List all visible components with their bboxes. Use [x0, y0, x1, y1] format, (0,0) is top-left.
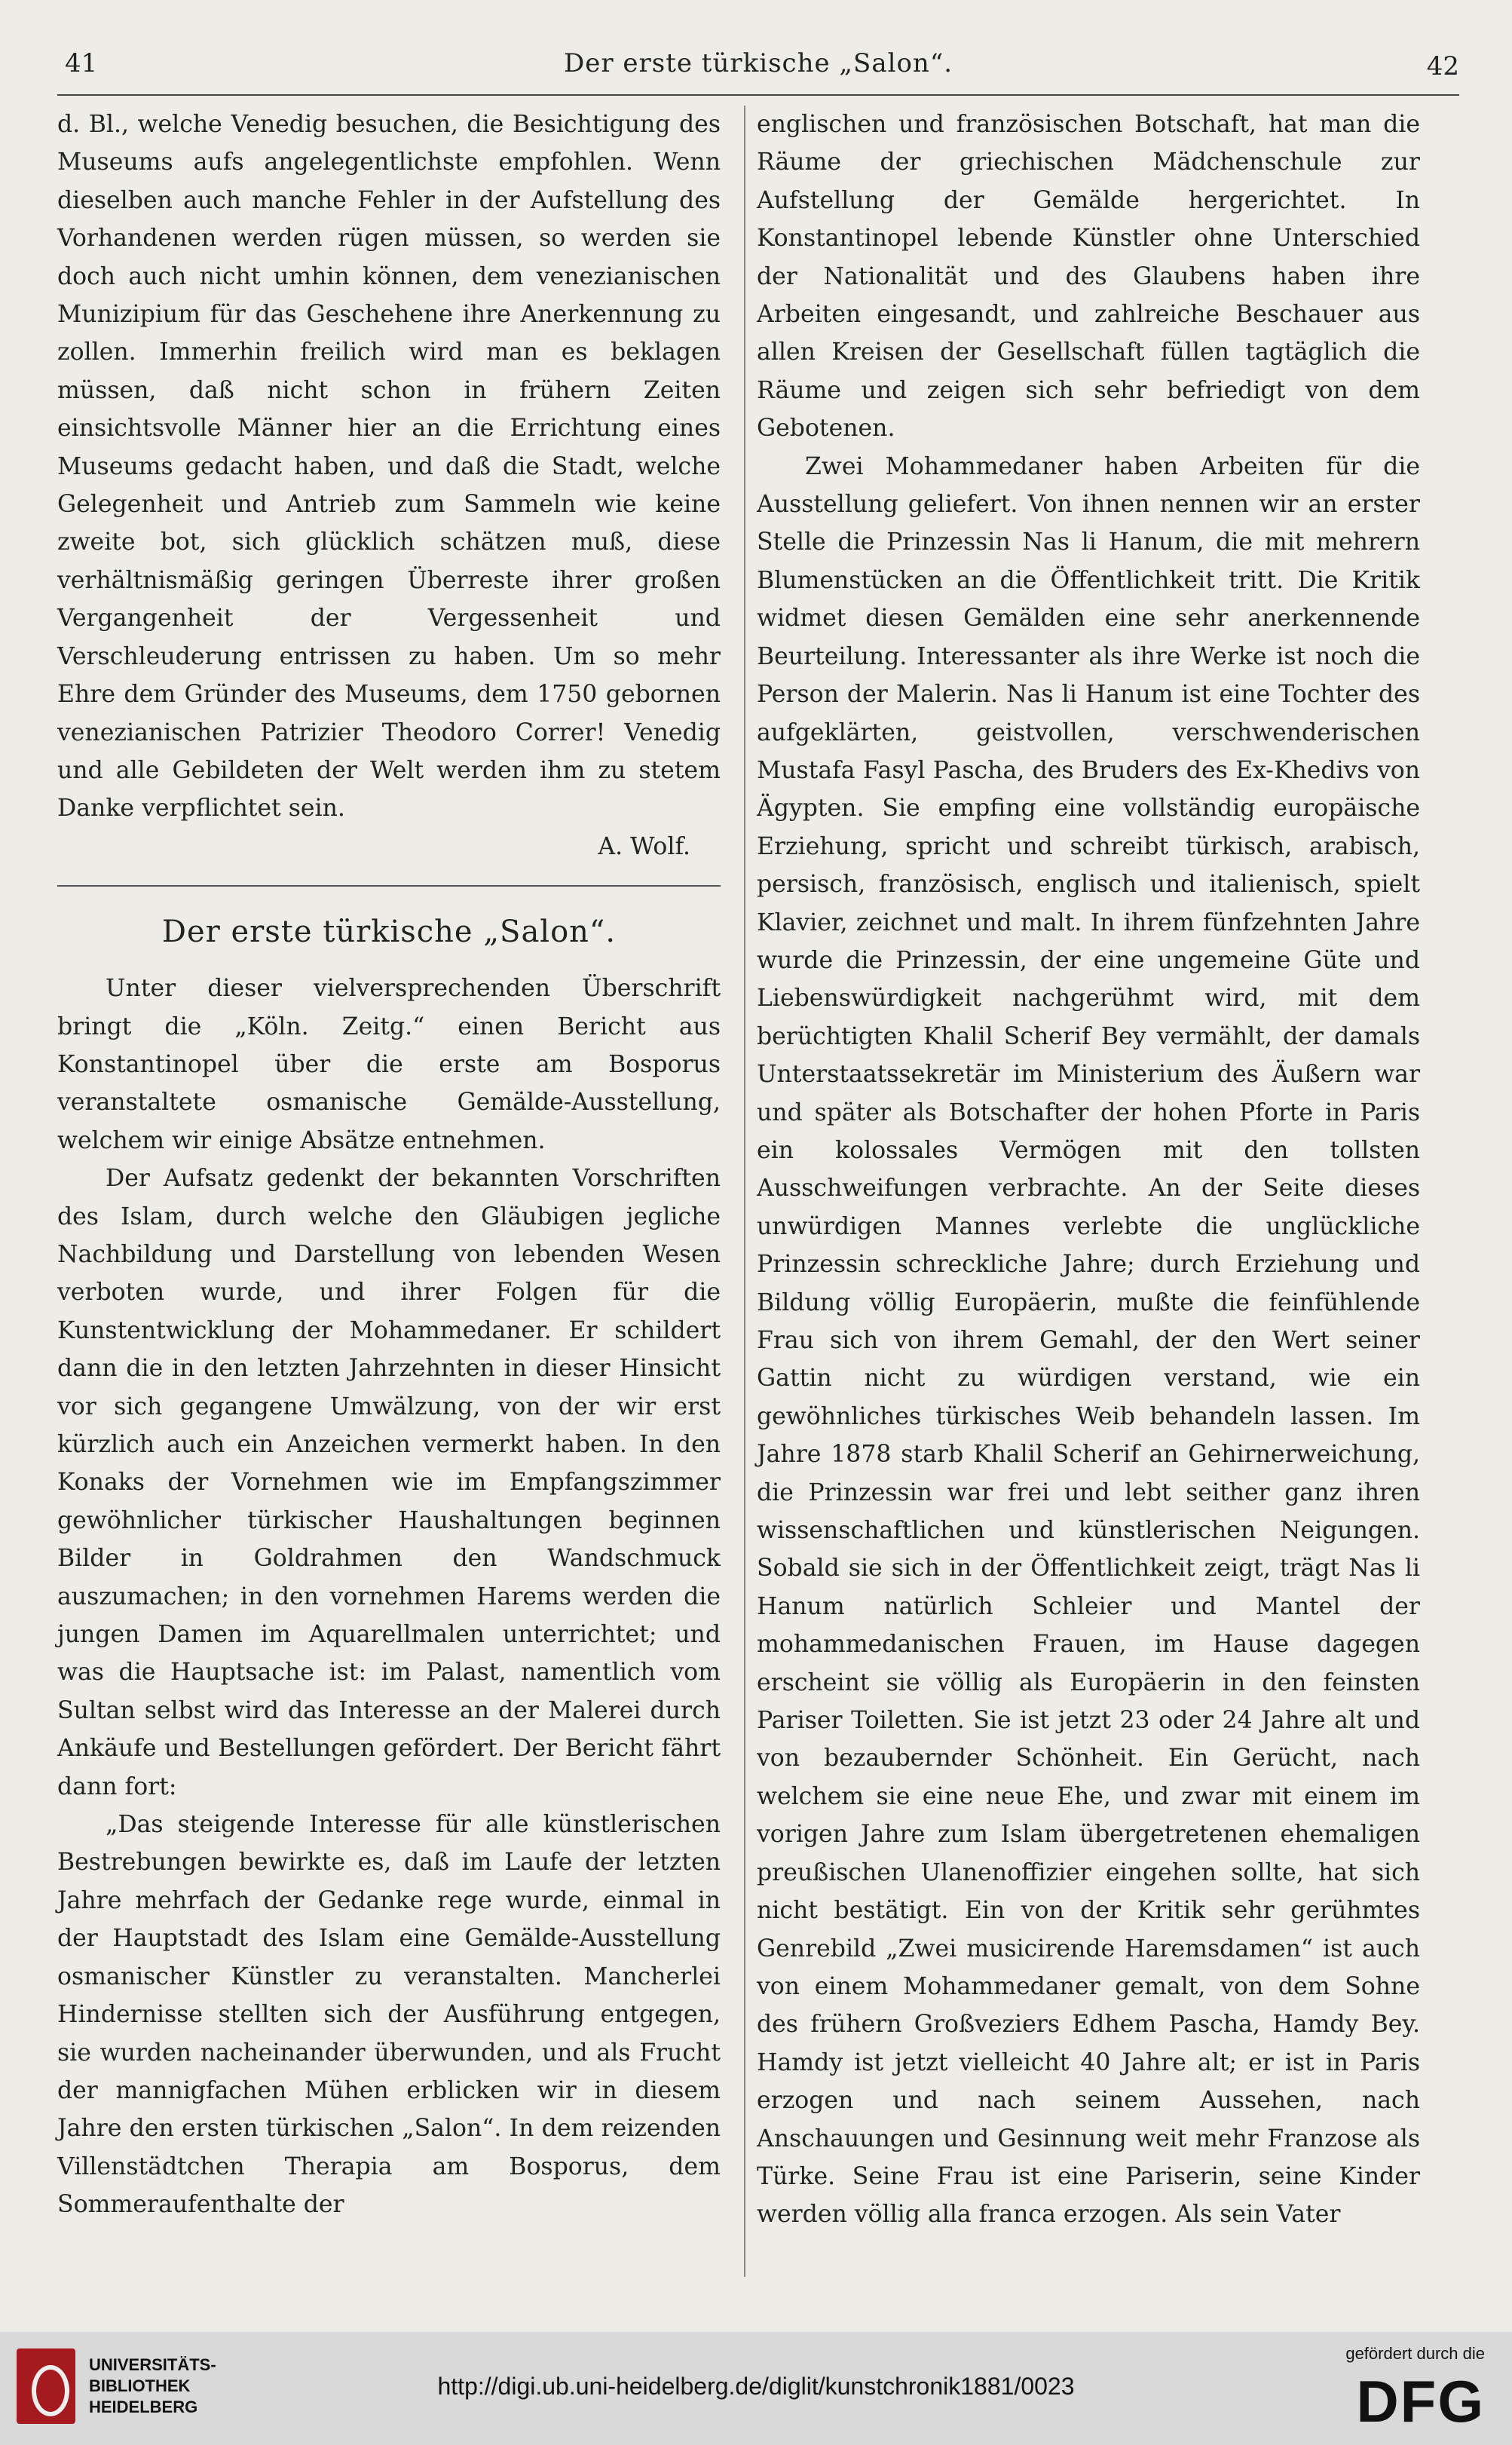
left-column — [57, 106, 721, 2224]
page-number-left: 41 — [65, 48, 98, 78]
header-rule — [57, 94, 1459, 96]
dfg-logo: DFG — [1356, 2368, 1485, 2434]
source-url-link[interactable]: http://digi.ub.uni-heidelberg.de/diglit/kunstchronik1881/0023 — [437, 2373, 1075, 2400]
article-heading: Der erste türkische „Salon“. — [161, 915, 617, 950]
paragraph: „Das steigende Interesse für alle künstlerischen Bestrebungen bewirkte es, daß im Laufe der letzten Jahre mehrfach der Gedanke rege wurde, einmal in der Hauptstadt des Islam eine Gemälde-Ausstellung osmanischer Künstler zu veranstalten. Mancherlei Hindernisse stellten sich der Ausführung entgegen, sie wurden nacheinander überwunden, und als Frucht der mannigfachen Mühen erblicken wir in diesem Jahre den ersten türkischen „Salon“. In dem reizenden Villenstädtchen Therapia am Bosporus, dem Sommeraufenthalte der — [57, 1811, 721, 2219]
section-divider — [57, 885, 721, 887]
library-name: UNIVERSITÄTS- BIBLIOTHEK HEIDELBERG — [89, 2355, 216, 2416]
paragraph: Der Aufsatz gedenkt der bekannten Vorschriften des Islam, durch welche den Gläubigen jegliche Nachbildung und Darstellung von lebenden Wesen verboten wurde, und ihrer Folgen für die Kunstentwicklung der Mohammedaner. Er schildert dann die in den letzten Jahrzehnten in dieser Hinsicht vor sich gegangene Umwälzung, von der wir erst kürzlich auch ein Anzeichen vermerkt haben. In den Konaks der Vornehmen wie im Empfangszimmer gewöhnlicher türkischer Haushaltungen beginnen Bilder in Goldrahmen den Wandschmuck auszumachen; in den vornehmen Harems werden die jungen Damen im Aquarellmalen unterrichtet; und was die Hauptsache ist: im Palast, namentlich vom Sultan selbst wird das Interesse an der Malerei durch Ankäufe und Bestellungen gefördert. Der Bericht fährt dann fort: — [57, 1165, 721, 1800]
right-column — [757, 106, 1420, 2234]
funded-by-label: gefördert durch die — [1345, 2344, 1485, 2363]
paragraph: Zwei Mohammedaner haben Arbeiten für die Ausstellung geliefert. Von ihnen nennen wir an erster Stelle die Prinzessin Nas li Hanum, die mit mehrern Blumenstücken an die Öffentlichkeit tritt. Die Kritik widmet diesen Gemälden eine sehr anerkennende Beurteilung. Interessanter als ihre Werke ist noch die Person der Malerin. Nas li Hanum ist eine Tochter des aufgeklärten, geistvollen, verschwenderischen Mustafa Fasyl Pascha, des Bruders des Ex-Khedivs von Ägypten. Sie empfing eine vollständig europäische Erziehung, spricht und schreibt türkisch, arabisch, persisch, französisch, englisch und italienisch, spielt Klavier, zeichnet und malt. In ihrem fünfzehnten Jahre wurde die Prinzessin, der eine ungemeine Güte und Liebenswürdigkeit nachgerühmt wird, mit dem berüchtigten Khalil Scherif Bey vermählt, der damals Unterstaatssekretär im Ministerium des Äußern war und später als Botschafter der hohen Pforte in Paris ein kolossales Vermögen mit den tollsten Ausschweifungen verbrachte. An der Seite dieses unwürdigen Mannes verlebte die unglückliche Prinzessin schreckliche Jahre; durch Erziehung und Bildung völlig Europäerin, mußte die feinfühlende Frau sich von ihrem Gemahl, der den Wert seiner Gattin nicht zu würdigen verstand, wie ein gewöhnliches türkisches Weib behandeln lassen. Im Jahre 1878 starb Khalil Scherif an Gehirnerweichung, die Prinzessin war frei und lebt seither ganz ihren wissenschaftlichen und künstlerischen Neigungen. Sobald sie sich in der Öffentlichkeit zeigt, trägt Nas li Hanum natürlich Schleier und Mantel der mohammedanischen Frauen, im Hause dagegen erscheint sie völlig als Europäerin in den feinsten Pariser Toiletten. Sie ist jetzt 23 oder 24 Jahre alt und von bezaubernder Schönheit. Ein Gerücht, nach welchem sie eine neue Ehe, und zwar mit einem im vorigen Jahre zum Islam übergetretenen ehemaligen preußischen Ulanenoffizier eingehen sollte, hat sich nicht bestätigt. Ein von der Kritik sehr gerühmtes Genrebild „Zwei musicirende Haremsdamen“ ist auch von einem Mohammedaner gemalt, von dem Sohne des frühern Großveziers Edhem Pascha, Hamdy Bey. Hamdy ist jetzt vielleicht 40 Jahre alt; er ist in Paris erzogen und nach seinem Aussehen, nach Anschauungen und Gesinnung weit mehr Franzose als Türke. Seine Frau ist eine Pariserin, seine Kinder werden völlig alla franca erzogen. Als sein Vater — [757, 452, 1420, 2229]
paragraph: englischen und französischen Botschaft, hat man die Räume der griechischen Mädchenschule zur Aufstellung der Gemälde hergerichtet. In Konstantinopel lebende Künstler ohne Unterschied der Nationalität und des Glaubens haben ihre Arbeiten eingesandt, und zahlreiche Beschauer aus allen Kreisen der Gesellschaft füllen tagtäglich die Räume und zeigen sich sehr befriedigt von dem Gebotenen. — [757, 111, 1420, 443]
running-title: Der erste türkische „Salon“. — [563, 48, 953, 78]
column-separator — [744, 106, 745, 2277]
digitization-footer — [0, 2332, 1512, 2445]
author-signature: A. Wolf. — [598, 832, 690, 860]
paragraph: d. Bl., welche Venedig besuchen, die Besichtigung des Museums aufs angelegentlichste empfohlen. Wenn dieselben auch manche Fehler in der Aufstellung des Vorhandenen werden rügen müssen, so werden sie doch auch nicht umhin können, dem venezianischen Munizipium für das Geschehene ihre Anerkennung zu zollen. Immerhin freilich wird man es beklagen müssen, daß nicht schon in frühern Zeiten einsichtsvolle Männer hier an die Errichtung eines Museums gedacht haben, und daß die Stadt, welche Gelegenheit und Antrieb zum Sammeln wie keine zweite bot, sich glücklich schätzen muß, diese verhältnismäßig geringen Überreste ihrer großen Vergangenheit der Vergessenheit und Verschleuderung entrissen zu haben. Um so mehr Ehre dem Gründer des Museums, dem 1750 gebornen venezianischen Patrizier Theodoro Correr! Venedig und alle Gebildeten der Welt werden ihm zu stetem Danke verpflichtet sein. — [57, 111, 721, 823]
paragraph: Unter dieser vielversprechenden Überschrift bringt die „Köln. Zeitg.“ einen Bericht aus Konstantinopel über die erste am Bosporus veranstaltete osmanische Gemälde-Ausstellung, welchem wir einige Absätze entnehmen. — [57, 975, 721, 1154]
page-number-right: 42 — [1426, 51, 1459, 81]
page-header — [57, 42, 1459, 87]
